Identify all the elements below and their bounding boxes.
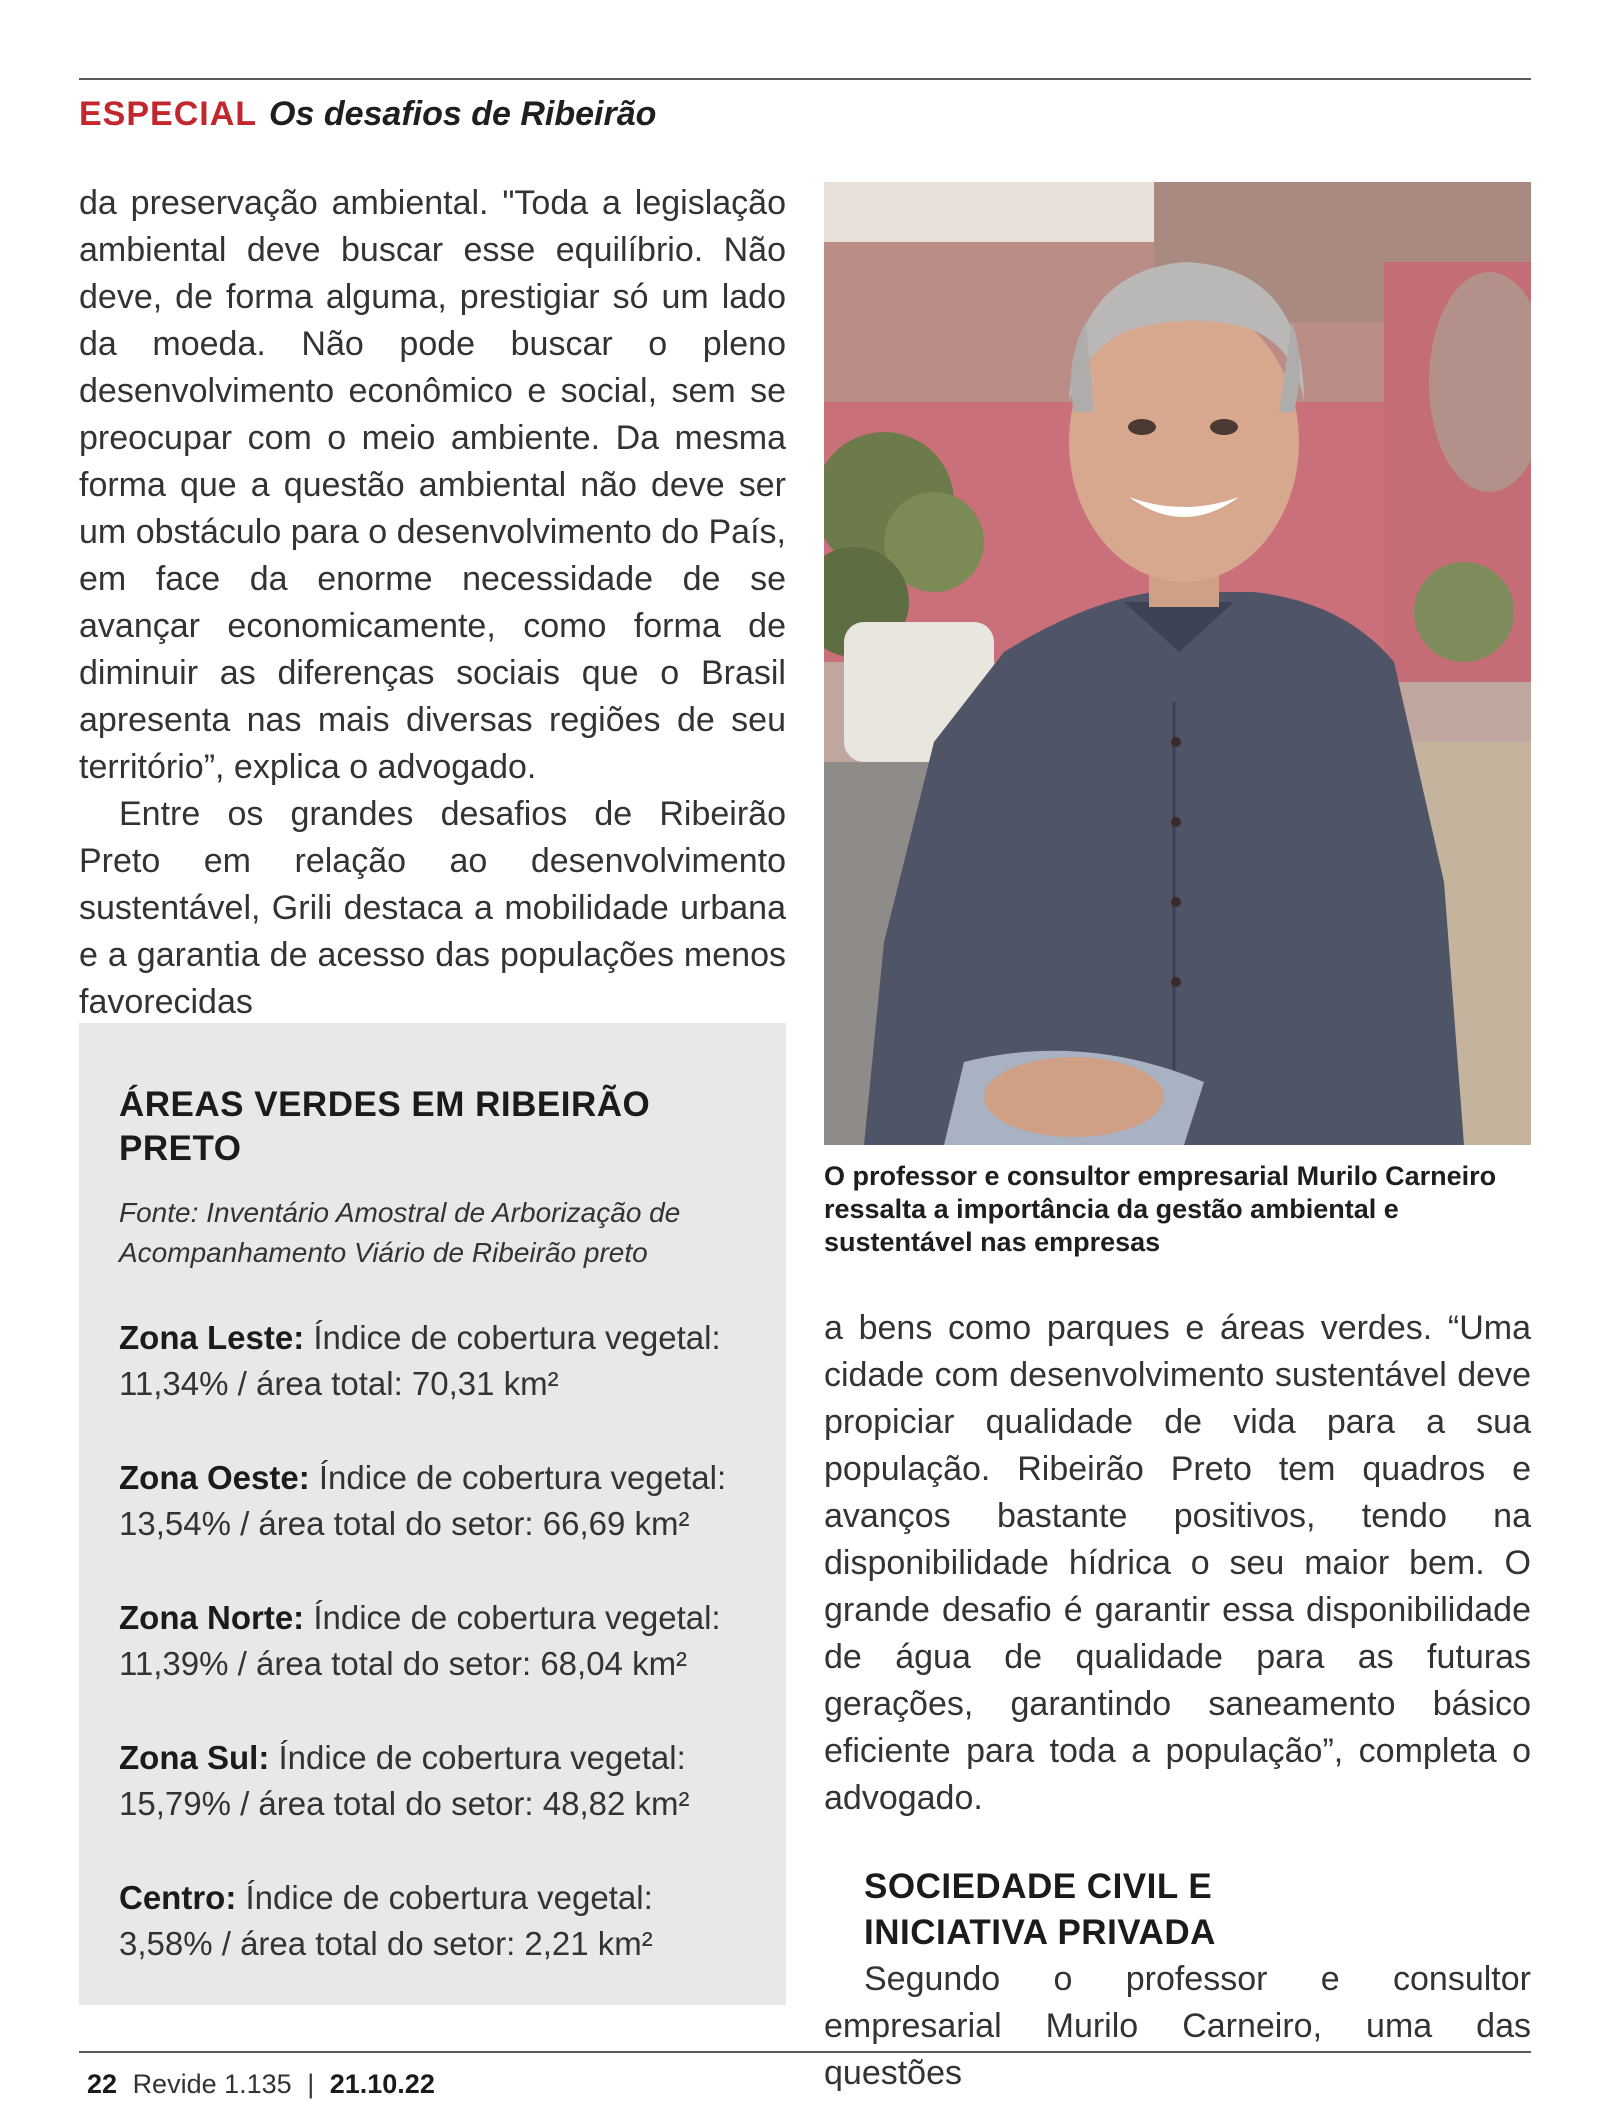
section-title: Os desafios de Ribeirão (269, 95, 657, 133)
left-column (79, 180, 786, 1026)
article-paragraph: da preservação ambiental. "Toda a legislação ambiental deve buscar esse equilíbrio. Não deve, de forma alguma, prestigiar só um lado da moeda. Não pode buscar o pleno desenvolvimento econômico e social, sem se preocupar com o meio ambiente. Da mesma forma que a questão ambiental não deve ser um obstáculo para o desenvolvimento do País, em face da enorme necessidade de se avançar economicamente, como forma de diminuir as diferenças sociais que o Brasil apresenta nas mais diversas regiões de seu território”, explica o advogado. (79, 184, 786, 786)
zone-name: Zona Sul: (119, 1739, 270, 1776)
zone-details: Índice de cobertura vegetal: 13,54% / área total do setor: 66,69 km² (119, 1459, 727, 1542)
portrait-photo (824, 182, 1531, 1145)
top-rule (79, 78, 1531, 80)
zone-entry (119, 1595, 746, 1687)
info-box-title: ÁREAS VERDES EM RIBEIRÃO PRETO (119, 1085, 651, 1168)
zone-entry (119, 1315, 746, 1407)
section-heading-line: SOCIEDADE CIVIL E (864, 1867, 1213, 1906)
issue-date: 21.10.22 (329, 2069, 435, 2099)
section-heading-line: INICIATIVA PRIVADA (864, 1913, 1216, 1952)
section-kicker: ESPECIAL (79, 95, 258, 133)
zone-name: Centro: (119, 1879, 237, 1916)
section-heading (824, 1864, 1531, 1956)
zone-details: Índice de cobertura vegetal: 11,39% / área total do setor: 68,04 km² (119, 1599, 721, 1682)
bottom-rule (79, 2051, 1531, 2053)
zone-name: Zona Norte: (119, 1599, 305, 1636)
portrait-illustration (824, 182, 1531, 1145)
zone-details: Índice de cobertura vegetal: 15,79% / área total do setor: 48,82 km² (119, 1739, 690, 1822)
photo-caption: O professor e consultor empresarial Murilo Carneiro ressalta a importância da gestão ambiental e sustentável nas empresas (824, 1161, 1497, 1257)
section-header (79, 92, 656, 136)
page-number: 22 (87, 2069, 118, 2099)
zone-entry (119, 1735, 746, 1827)
zone-details: Índice de cobertura vegetal: 3,58% / área total do setor: 2,21 km² (119, 1879, 653, 1962)
zone-details: Índice de cobertura vegetal: 11,34% / área total: 70,31 km² (119, 1319, 721, 1402)
article-paragraph: Entre os grandes desafios de Ribeirão Preto em relação ao desenvolvimento sustentável, Grili destaca a mobilidade urbana e a garantia de acesso das populações menos favorecidas (79, 795, 786, 1021)
footer-separator: | (307, 2069, 315, 2099)
page-footer (87, 2066, 435, 2102)
zone-name: Zona Leste: (119, 1319, 305, 1356)
zone-name: Zona Oeste: (119, 1459, 310, 1496)
right-column (824, 1305, 1531, 2097)
zone-entry (119, 1455, 746, 1547)
info-box-source: Fonte: Inventário Amostral de Arborização de Acompanhamento Viário de Ribeirão preto (119, 1197, 681, 1268)
article-paragraph: Segundo o professor e consultor empresarial Murilo Carneiro, uma das questões (824, 1960, 1531, 2092)
info-box (79, 1023, 786, 2005)
magazine-issue: Revide 1.135 (132, 2069, 292, 2099)
zone-entry (119, 1875, 746, 1967)
article-paragraph: a bens como parques e áreas verdes. “Uma cidade com desenvolvimento sustentável deve propiciar qualidade de vida para a sua população. Ribeirão Preto tem quadros e avanços bastante positivos, tendo na disponibilidade hídrica o seu maior bem. O grande desafio é garantir essa disponibilidade de água de qualidade para as futuras gerações, garantindo saneamento básico eficiente para toda a população”, completa o advogado. (824, 1309, 1531, 1817)
